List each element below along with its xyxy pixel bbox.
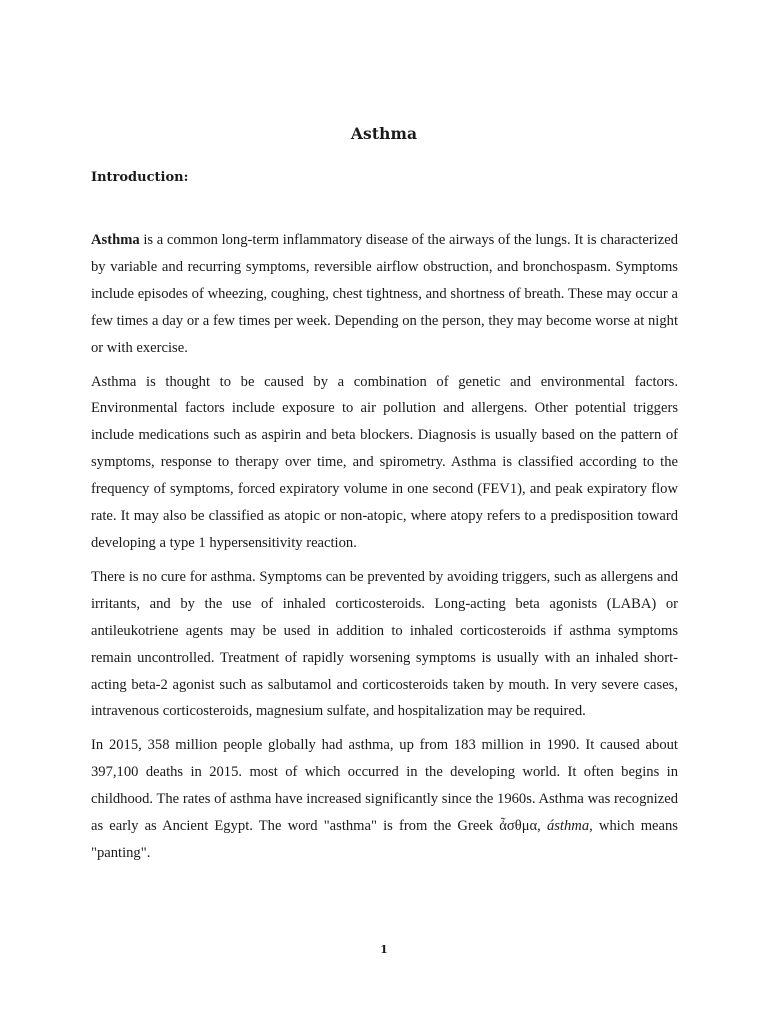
document-title: Asthma	[350, 124, 418, 143]
paragraph-text-end: , which means "panting".	[91, 818, 678, 861]
page-number: 1	[380, 943, 388, 956]
paragraph-definition	[91, 227, 678, 362]
paragraph-epidemiology	[91, 732, 678, 867]
paragraph-causes: Asthma is thought to be caused by a combination of genetic and environmental factors. Environmental factors include exposure to air pollution and allergens. Other potential triggers include medications such as aspirin and beta blockers. Diagnosis is usually based on the pattern of symptoms, response to therapy over time, and spirometry. Asthma is classified according to the frequency of symptoms, forced expiratory volume in one second (FEV1), and peak expiratory flow rate. It may also be classified as atopic or non-atopic, where atopy refers to a predisposition toward developing a type 1 hypersensitivity reaction.	[91, 373, 678, 551]
section-heading-introduction: Introduction:	[91, 170, 189, 185]
bold-term-asthma: Asthma	[91, 232, 140, 248]
italic-term-asthma: ásthma	[546, 818, 590, 835]
document-body	[91, 227, 678, 874]
paragraph-treatment: There is no cure for asthma. Symptoms can be prevented by avoiding triggers, such as allergens and irritants, and by the use of inhaled corticosteroids. Long-acting beta agonists (LABA) or antileukotriene agents may be used in addition to inhaled corticosteroids if asthma symptoms remain uncontrolled. Treatment of rapidly worsening symptoms is usually with an inhaled short-acting beta-2 agonist such as salbutamol and corticosteroids taken by mouth. In very severe cases, intravenous corticosteroids, magnesium sulfate, and hospitalization may be required.	[91, 568, 678, 720]
paragraph-text: is a common long-term inflammatory disease of the airways of the lungs. It is characterized by variable and recurring symptoms, reversible airflow obstruction, and bronchospasm. Symptoms include episodes of wheezing, coughing, chest tightness, and shortness of breath. These may occur a few times a day or a few times per week. Depending on the person, they may become worse at night or with exercise.	[91, 232, 678, 356]
paragraph-text: In 2015, 358 million people globally had asthma, up from 183 million in 1990. It caused about 397,100 deaths in 2015. most of which occurred in the developing world. It often begins in childhood. The rates of asthma have increased significantly since the 1960s. Asthma was recognized as early as Ancient Egypt. The word "asthma" is from the Greek ἆσθμα,	[91, 737, 678, 835]
